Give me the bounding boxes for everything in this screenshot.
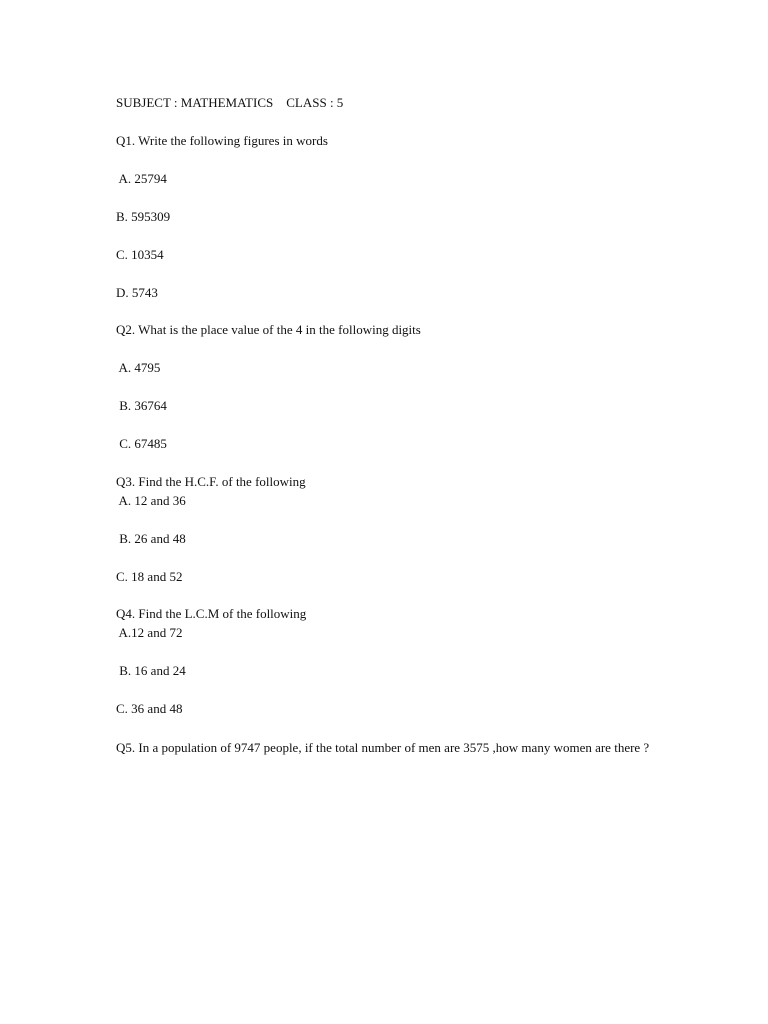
question-1-option-c: C. 10354 <box>116 247 164 262</box>
question-2-option-b: B. 36764 <box>116 398 167 413</box>
question-3-option-b: B. 26 and 48 <box>116 531 186 546</box>
question-2: Q2. What is the place value of the 4 in the following digits <box>116 322 421 337</box>
question-3: Q3. Find the H.C.F. of the following <box>116 474 306 489</box>
question-4-option-c: C. 36 and 48 <box>116 701 183 716</box>
question-4-option-b: B. 16 and 24 <box>116 663 186 678</box>
question-1-option-a: A. 25794 <box>116 171 167 186</box>
question-3-option-a: A. 12 and 36 <box>116 493 186 508</box>
question-1-option-d: D. 5743 <box>116 285 158 300</box>
question-2-option-c: C. 67485 <box>116 436 167 451</box>
question-5: Q5. In a population of 9747 people, if the total number of men are 3575 ,how many women are there ? <box>116 740 650 755</box>
question-4-option-a: A.12 and 72 <box>116 625 183 640</box>
question-2-option-a: A. 4795 <box>116 360 161 375</box>
question-1-option-b: B. 595309 <box>116 209 171 224</box>
question-3-option-c: C. 18 and 52 <box>116 569 183 584</box>
question-1: Q1. Write the following figures in words <box>116 133 328 148</box>
subject-class-header: SUBJECT : MATHEMATICS CLASS : 5 <box>116 95 344 110</box>
question-4: Q4. Find the L.C.M of the following <box>116 606 307 621</box>
